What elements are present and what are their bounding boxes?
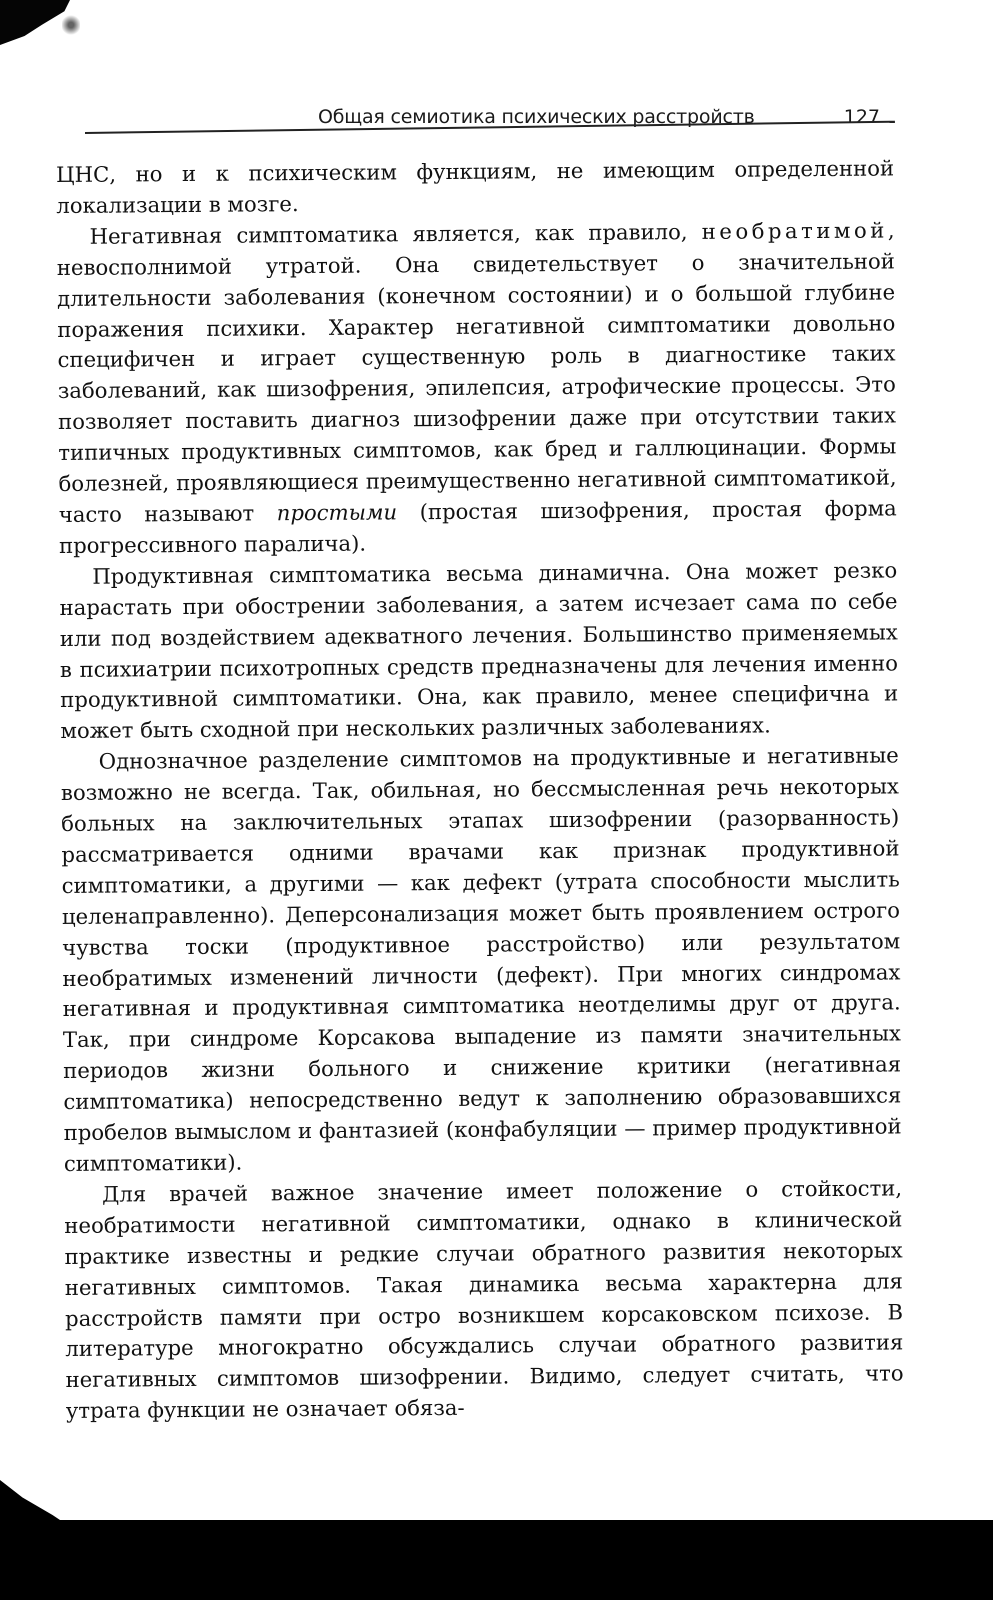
scan-speck [62,14,80,36]
scan-shadow-top-left [0,0,70,45]
scan-shadow-bottom [0,1520,993,1600]
paragraph-reversibility: Для врачей важное значение имеет положение о стойкости, необратимости негативной симптоматики, однако в клинической практике известны и редкие случаи обратного развития некоторых негативных симптомов. Такая динамика весьма характерна для расстройств памяти при остро возникшем корсаковском психозе. В литературе многократно обсуждались случаи обратного развития негативных симптомов шизофрении. Видимо, следует считать, что утрата функции не означает обяза- [64,1175,904,1424]
italic-term: простыми [276,499,398,526]
paragraph-text: , невосполнимой утратой. Она свидетельствует о значительной длительности заболевания (конечном состоянии) и о большой глубине поражения психики. Характер негативной симптоматики довольно специфичен и играет существенную роль в диагностике таких заболеваний, как шизофрения, эпилепсия, атрофические процессы. Это позволяет поставить диагноз шизофрении даже при отсутствии таких типичных продуктивных симптомов, как бред и галлюцинации. Формы болезней, проявляющиеся преимущественно негативной симптоматикой, часто называют [56,217,897,527]
paragraph-distinction: Однозначное разделение симптомов на продуктивные и негативные возможно не всегда. Так, обильная, но бессмысленная речь некоторых больных на заключительных этапах шизофрении (разорванность) рассматривается одними врачами как признак продуктивной симптоматики, а другими — как дефект (утрата способности мыслить целенаправленно). Деперсонализация может быть проявлением острого чувства тоски (продуктивное расстройство) или результатом необратимых изменений личности (дефект). При многих синдромах негативная и продуктивная симптоматика неотделимы друг от друга. Так, при синдроме Корсакова выпадение из памяти значительных периодов жизни больного и снижение критики (негативная симптоматика) непосредственно ведут к заполнению образовавшихся пробелов вымыслом и фантазией (конфабуляции — пример продуктивной симптоматики). [60,742,902,1176]
page-body [56,153,904,1427]
page-number: 127 [843,106,880,128]
paragraph-text: (простая шизофрения, простая форма прогрессивного паралича). [58,495,897,558]
running-title: Общая семиотика психических расстройств [318,106,755,128]
paragraph-continuation: ЦНС, но и к психическим функциям, не имеющим определенной локализации в мозге. [56,155,895,218]
spaced-emphasis: необратимой [701,217,888,244]
paragraph-productive-symptoms: Продуктивная симптоматика весьма динамична. Она может резко нарастать при обострении заболевания, а затем исчезает сама по себе или под воздействием адекватного лечения. Большинство применяемых в психиатрии психотропных средств предназначены для лечения именно продуктивной симптоматики. Она, как правило, менее специфична и может быть сходной при нескольких различных заболеваниях. [59,557,899,744]
paragraph-text: Негативная симптоматика является, как правило, [89,218,702,249]
paragraph-negative-symptoms [56,215,897,562]
